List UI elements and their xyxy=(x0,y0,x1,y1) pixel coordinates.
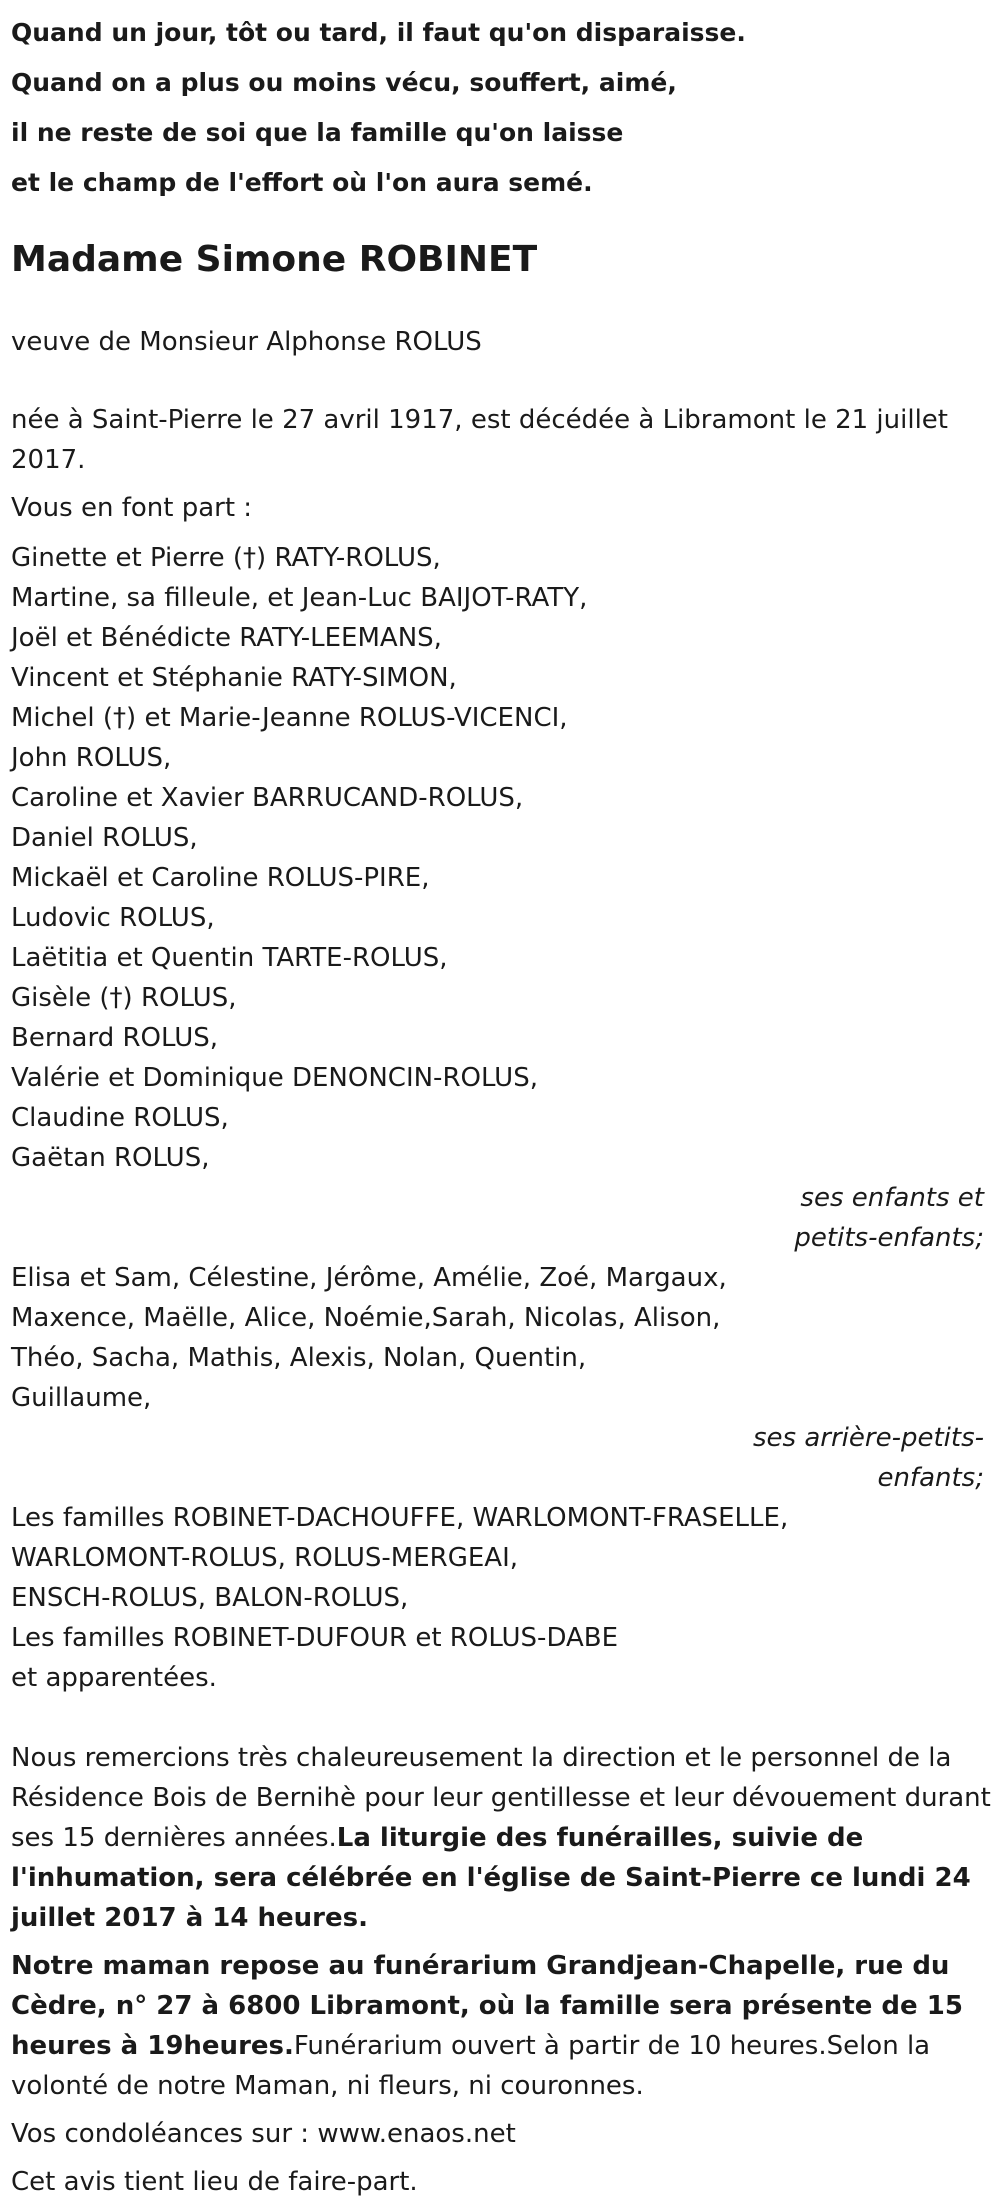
role-line: petits-enfants; xyxy=(794,1223,984,1253)
list-item: ENSCH-ROLUS, BALON-ROLUS, xyxy=(11,1583,409,1613)
thanks-text: Nous remercions très chaleureusement la direction et le personnel de la Résidence Bois de Bernihè pour leur gentillesse et leur dévouement durant ses 15 dernières années. xyxy=(11,1743,991,1853)
list-item: Les familles ROBINET-DACHOUFFE, WARLOMONT-FRASELLE, xyxy=(11,1503,789,1533)
announcement: Vous en font part : xyxy=(11,493,253,523)
children-list xyxy=(11,538,993,1178)
funerarium-text: Notre maman repose au funérarium Grandjean-Chapelle, rue du Cèdre, n° 27 à 6800 Libramont, où la famille sera présente de 15 heures à 19heures. xyxy=(11,1951,963,2061)
list-item: Elisa et Sam, Célestine, Jérôme, Amélie, Zoé, Margaux, xyxy=(11,1263,727,1293)
families-list xyxy=(11,1498,993,1698)
poem xyxy=(11,8,993,208)
closing-note: Cet avis tient lieu de faire-part. xyxy=(11,2167,418,2197)
list-item: John ROLUS, xyxy=(11,743,172,773)
widow-of: veuve de Monsieur Alphonse ROLUS xyxy=(11,327,482,357)
list-item: Gaëtan ROLUS, xyxy=(11,1143,210,1173)
role-line: ses arrière-petits- xyxy=(753,1423,984,1453)
list-item: Claudine ROLUS, xyxy=(11,1103,229,1133)
list-item: Laëtitia et Quentin TARTE-ROLUS, xyxy=(11,943,448,973)
funerarium-hours-text: Funérarium ouvert à partir de 10 heures.Selon la volonté de notre Maman, ni fleurs, ni couronnes. xyxy=(11,2031,931,2101)
birth-death: née à Saint-Pierre le 27 avril 1917, est décédée à Libramont le 21 juillet 2017. xyxy=(11,405,948,475)
list-item: Guillaume, xyxy=(11,1383,152,1413)
great-grandchildren-role xyxy=(11,1418,993,1498)
list-item: Les familles ROBINET-DUFOUR et ROLUS-DABE xyxy=(11,1623,619,1653)
list-item: Théo, Sacha, Mathis, Alexis, Nolan, Quentin, xyxy=(11,1343,587,1373)
list-item: Joël et Bénédicte RATY-LEEMANS, xyxy=(11,623,442,653)
list-item: Martine, sa filleule, et Jean-Luc BAIJOT-RATY, xyxy=(11,583,588,613)
list-item: Valérie et Dominique DENONCIN-ROLUS, xyxy=(11,1063,538,1093)
poem-line: Quand un jour, tôt ou tard, il faut qu'on disparaisse. xyxy=(11,18,746,47)
list-item: Michel (†) et Marie-Jeanne ROLUS-VICENCI, xyxy=(11,703,568,733)
list-item: Daniel ROLUS, xyxy=(11,823,198,853)
list-item: Maxence, Maëlle, Alice, Noémie,Sarah, Nicolas, Alison, xyxy=(11,1303,721,1333)
list-item: Bernard ROLUS, xyxy=(11,1023,218,1053)
list-item: Mickaël et Caroline ROLUS-PIRE, xyxy=(11,863,430,893)
thanks-paragraph xyxy=(11,1738,993,1938)
list-item: WARLOMONT-ROLUS, ROLUS-MERGEAI, xyxy=(11,1543,519,1573)
role-line: ses enfants et xyxy=(800,1183,984,1213)
poem-line: et le champ de l'effort où l'on aura semé. xyxy=(11,168,593,197)
list-item: Vincent et Stéphanie RATY-SIMON, xyxy=(11,663,457,693)
obituary-page xyxy=(11,0,993,2202)
poem-line: Quand on a plus ou moins vécu, souffert, aimé, xyxy=(11,68,677,97)
list-item: Caroline et Xavier BARRUCAND-ROLUS, xyxy=(11,783,524,813)
deceased-name: Madame Simone ROBINET xyxy=(11,239,538,280)
children-role xyxy=(11,1178,993,1258)
great-grandchildren-list xyxy=(11,1258,993,1418)
funerarium-paragraph xyxy=(11,1946,993,2106)
condolences: Vos condoléances sur : www.enaos.net xyxy=(11,2119,516,2149)
list-item: et apparentées. xyxy=(11,1663,217,1693)
poem-line: il ne reste de soi que la famille qu'on laisse xyxy=(11,118,624,147)
list-item: Ginette et Pierre (†) RATY-ROLUS, xyxy=(11,543,441,573)
list-item: Gisèle (†) ROLUS, xyxy=(11,983,237,1013)
funeral-liturgy-text: La liturgie des funérailles, suivie de l'inhumation, sera célébrée en l'église de Saint-Pierre ce lundi 24 juillet 2017 à 14 heures. xyxy=(11,1823,971,1933)
role-line: enfants; xyxy=(877,1463,984,1493)
list-item: Ludovic ROLUS, xyxy=(11,903,215,933)
